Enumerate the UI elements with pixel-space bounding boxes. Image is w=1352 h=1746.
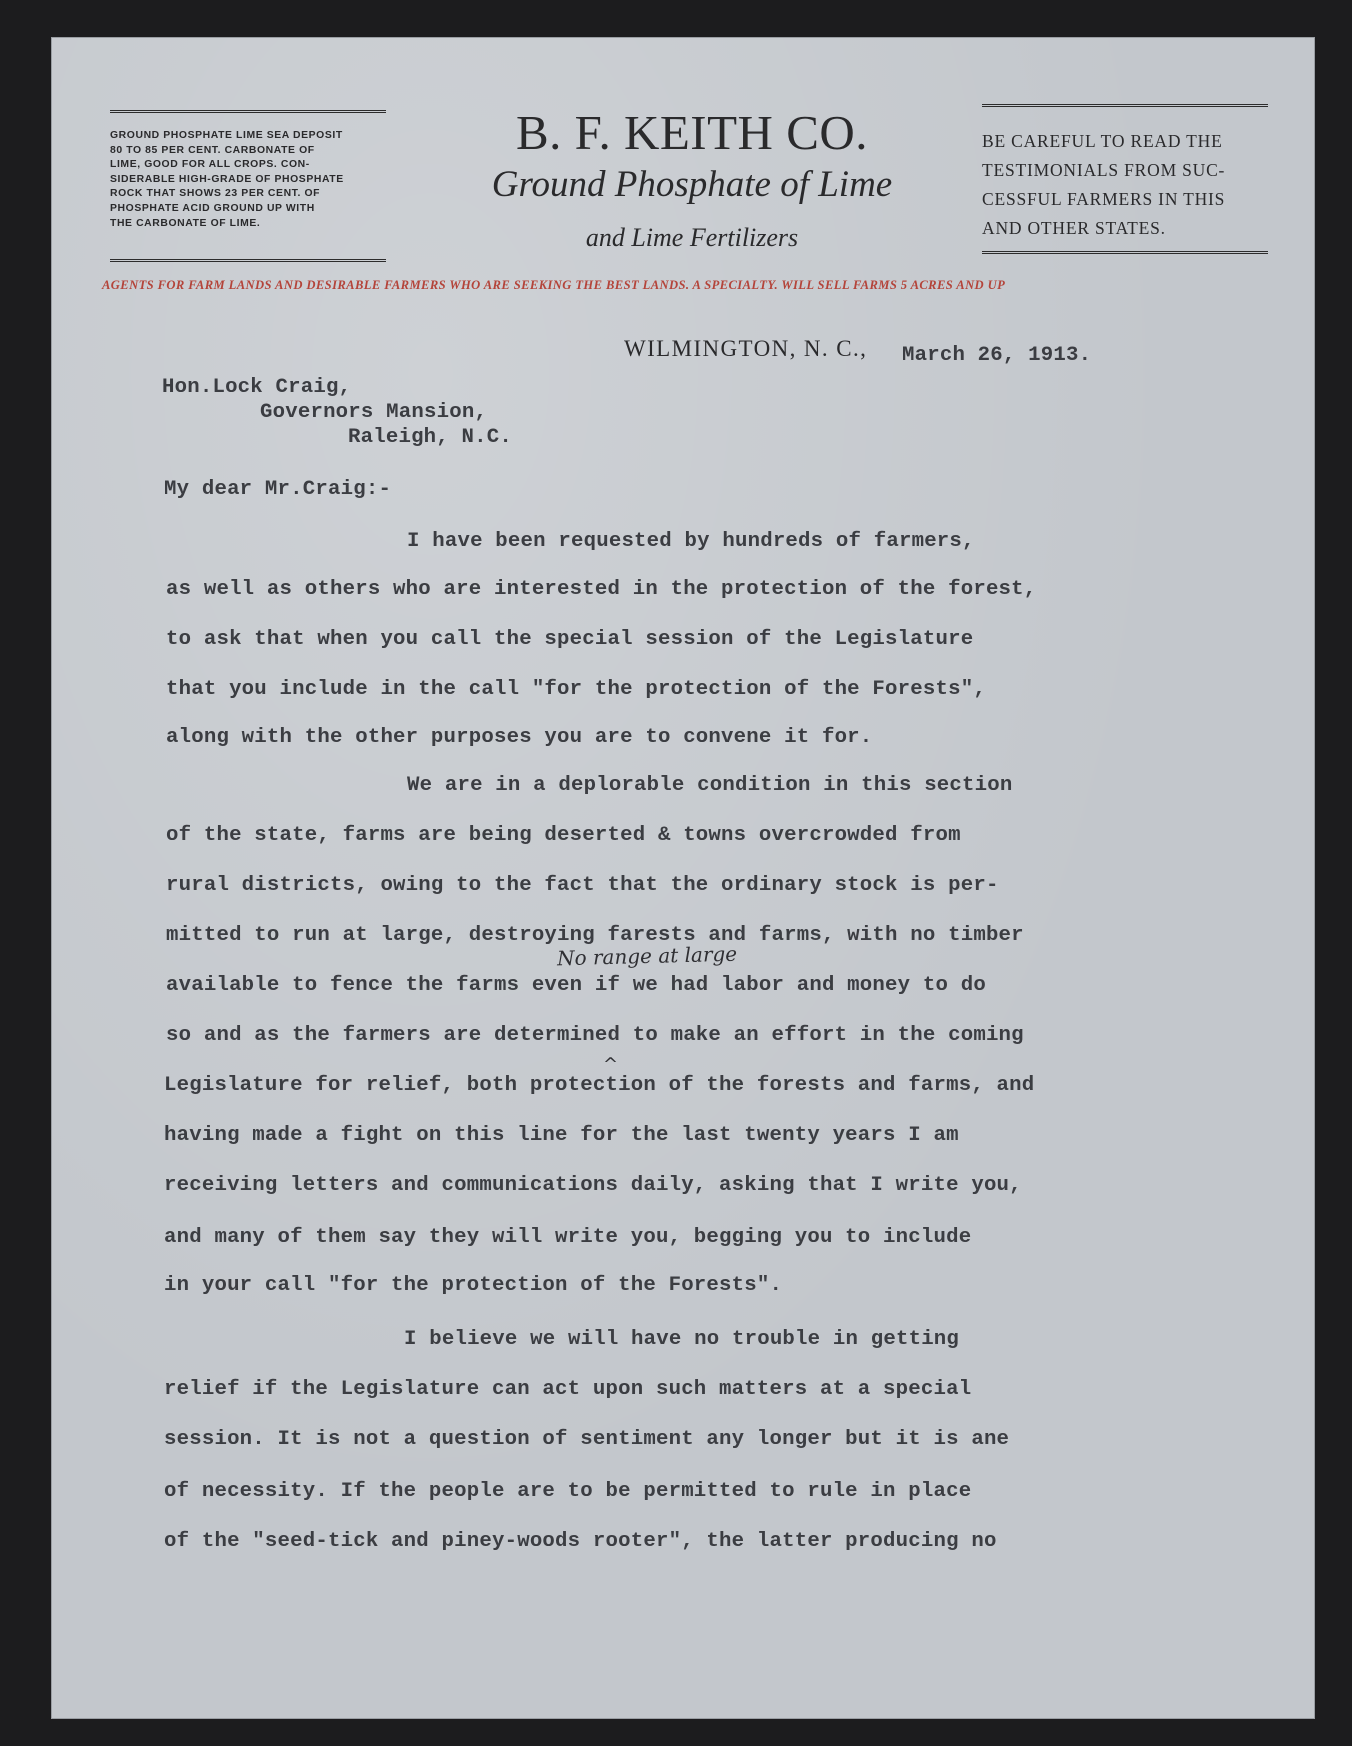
- body-line: of necessity. If the people are to be permitted to rule in place: [164, 1480, 972, 1503]
- salutation: My dear Mr.Craig:-: [164, 478, 392, 501]
- body-line: receiving letters and communications daily, asking that I write you,: [164, 1174, 1022, 1197]
- left-box-line: ROCK THAT SHOWS 23 PER CENT. OF: [110, 188, 321, 200]
- letterhead-right-box: [982, 104, 1268, 254]
- body-line: relief if the Legislature can act upon such matters at a special: [164, 1378, 972, 1401]
- body-line: mitted to run at large, destroying farests and farms, with no timber: [166, 924, 1024, 947]
- company-subtitle: Ground Phosphate of Lime: [491, 164, 893, 205]
- body-line: along with the other purposes you are to convene it for.: [166, 726, 873, 749]
- left-box-line: SIDERABLE HIGH-GRADE OF PHOSPHATE: [110, 173, 344, 185]
- body-line: Legislature for relief, both protection of the forests and farms, and: [164, 1074, 1035, 1097]
- body-line: that you include in the call "for the protection of the Forests",: [166, 678, 986, 701]
- body-line: session. It is not a question of sentiment any longer but it is ane: [164, 1428, 1010, 1451]
- address-line: Raleigh, N.C.: [348, 426, 512, 449]
- address-line: Governors Mansion,: [260, 401, 488, 424]
- agents-banner: AGENTS FOR FARM LANDS AND DESIRABLE FARMERS WHO ARE SEEKING THE BEST LANDS. A SPECIALTY. WILL SELL FARMS 5 ACRES AND UP: [102, 278, 1006, 292]
- body-line: having made a fight on this line for the last twenty years I am: [164, 1124, 959, 1147]
- body-line: as well as others who are interested in the protection of the forest,: [166, 578, 1037, 601]
- right-box-line: AND OTHER STATES.: [982, 218, 1166, 238]
- body-line: available to fence the farms even if we had labor and money to do: [166, 974, 986, 997]
- insertion-caret: ^: [603, 1054, 619, 1075]
- body-line: of the state, farms are being deserted & towns overcrowded from: [166, 824, 961, 847]
- body-line: rural districts, owing to the fact that the ordinary stock is per-: [166, 874, 999, 897]
- left-box-line: 80 TO 85 PER CENT. CARBONATE OF: [110, 144, 315, 156]
- body-line: We are in a deplorable condition in this section: [407, 774, 1013, 797]
- body-line: so and as the farmers are determined to make an effort in the coming: [166, 1024, 1024, 1047]
- left-box-line: GROUND PHOSPHATE LIME SEA DEPOSIT: [110, 130, 343, 141]
- letterhead-city: WILMINGTON, N. C.,: [624, 336, 868, 361]
- address-line: Hon.Lock Craig,: [162, 376, 352, 399]
- letter-date: March 26, 1913.: [902, 344, 1092, 367]
- letter-page: [52, 38, 1314, 1718]
- right-box-line: CESSFUL FARMERS IN THIS: [982, 189, 1226, 209]
- left-box-line: LIME, GOOD FOR ALL CROPS. CON-: [110, 159, 310, 171]
- body-line: I believe we will have no trouble in getting: [404, 1328, 960, 1351]
- letterhead-left-box: [110, 110, 386, 262]
- company-name: B. F. KEITH CO.: [515, 105, 869, 160]
- body-line: in your call "for the protection of the Forests".: [164, 1274, 783, 1297]
- body-line: I have been requested by hundreds of farmers,: [407, 530, 975, 553]
- company-subtitle-2: and Lime Fertilizers: [585, 223, 799, 252]
- left-box-line: THE CARBONATE OF LIME.: [110, 217, 261, 229]
- handwritten-insert: No range at large: [556, 941, 738, 971]
- left-box-line: PHOSPHATE ACID GROUND UP WITH: [110, 202, 315, 214]
- body-line: and many of them say they will write you, begging you to include: [164, 1226, 972, 1249]
- body-line: to ask that when you call the special session of the Legislature: [166, 628, 974, 651]
- right-box-line: BE CAREFUL TO READ THE: [982, 131, 1223, 151]
- right-box-line: TESTIMONIALS FROM SUC-: [982, 160, 1226, 180]
- body-line: of the "seed-tick and piney-woods rooter", the latter producing no: [164, 1530, 997, 1553]
